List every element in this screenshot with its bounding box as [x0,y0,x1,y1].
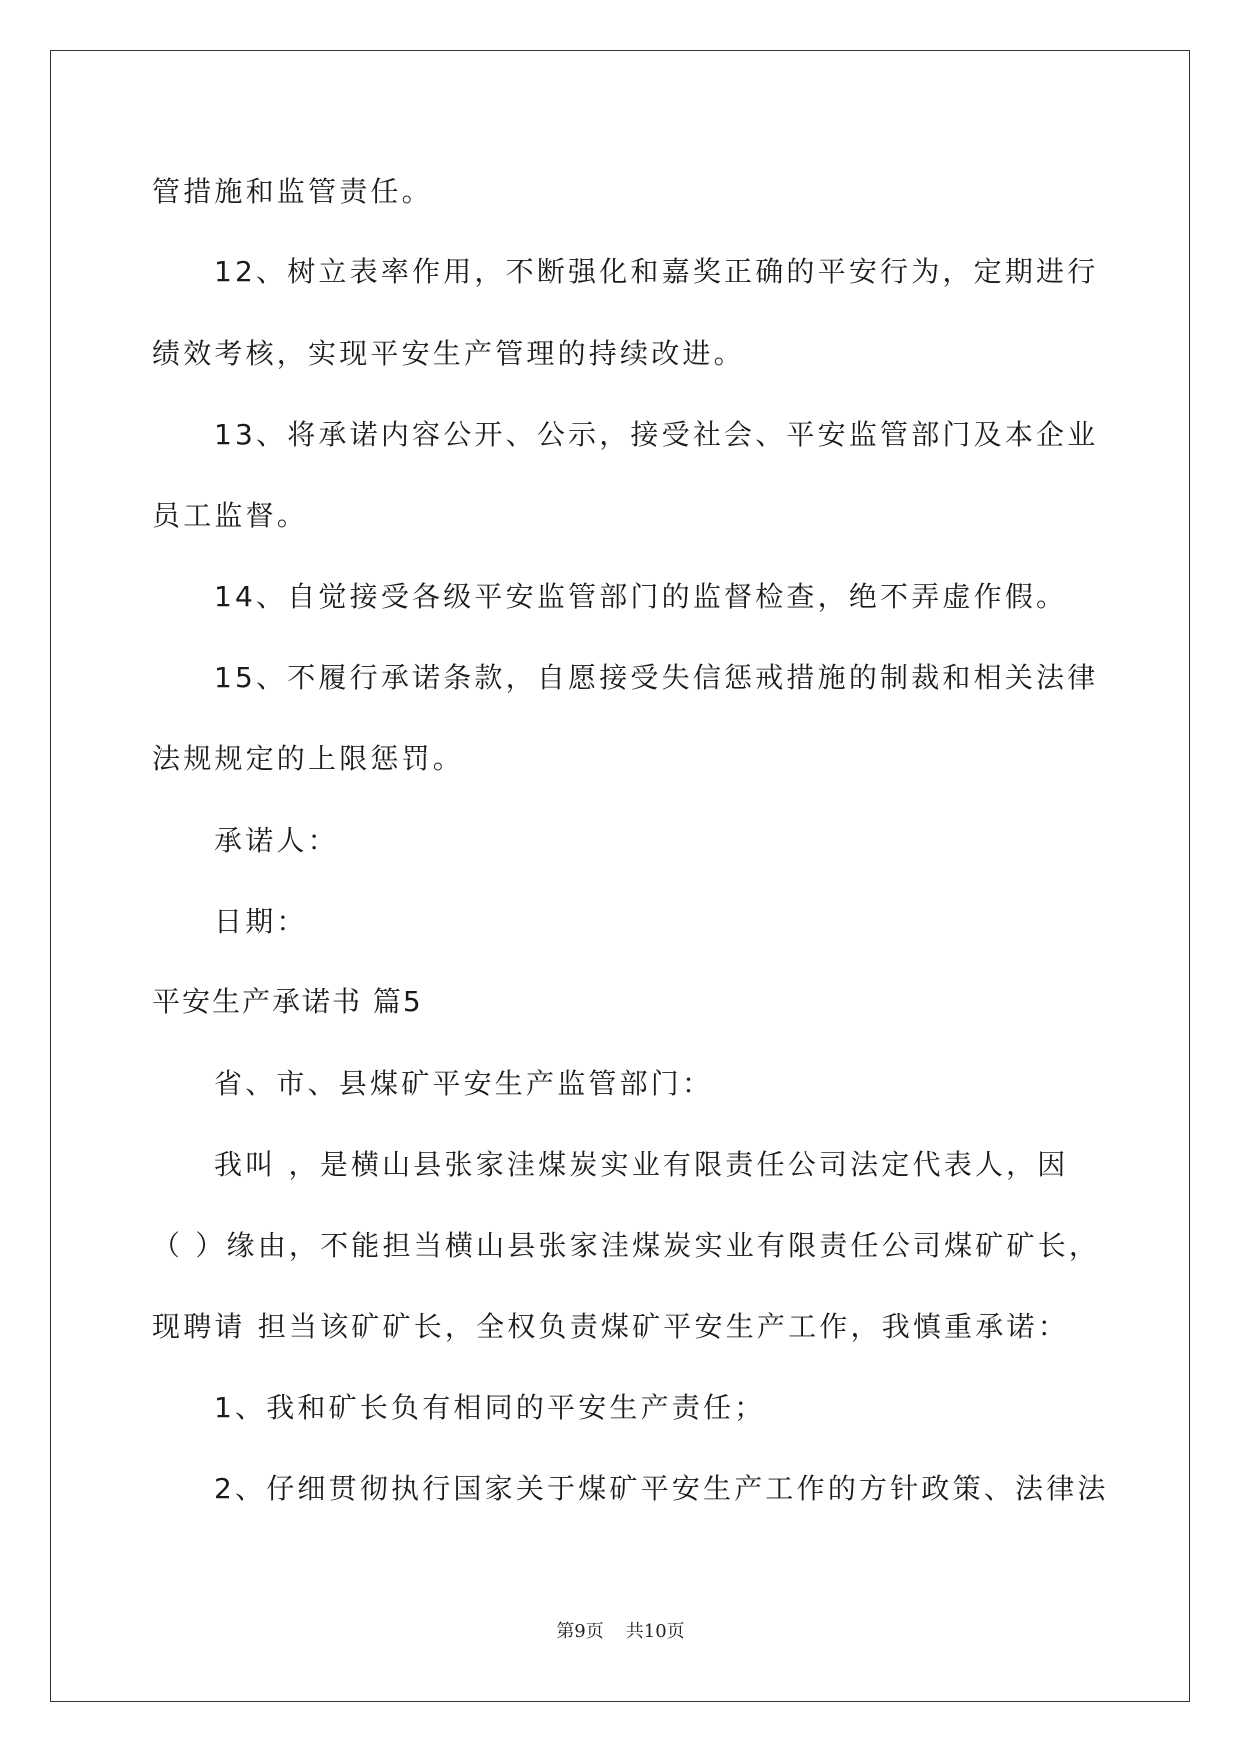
text-line: 我叫 ，是横山县张家洼煤炭实业有限责任公司法定代表人，因 [214,1148,1069,1181]
text-line: 绩效考核，实现平安生产管理的持续改进。 [152,337,745,370]
page-total: 共10页 [625,1621,685,1642]
text-line: 现聘请 担当该矿矿长，全权负责煤矿平安生产工作，我慎重承诺： [152,1310,1069,1343]
text-line: 员工监督。 [152,499,309,532]
signatory-label: 承诺人： [214,824,339,857]
text-line: 2、仔细贯彻执行国家关于煤矿平安生产工作的方针政策、法律法 [214,1472,1109,1505]
page-footer [0,1620,1241,1644]
text-line: 13、将承诺内容公开、公示，接受社会、平安监管部门及本企业 [214,418,1099,451]
text-line: 12、树立表率作用，不断强化和嘉奖正确的平安行为，定期进行 [214,255,1099,288]
section-heading: 平安生产承诺书 篇5 [152,985,423,1018]
text-line: 法规规定的上限惩罚。 [152,742,465,775]
text-line: 1、我和矿长负有相同的平安生产责任； [214,1391,766,1424]
text-line: 14、自觉接受各级平安监管部门的监督检查，绝不弄虚作假。 [214,580,1068,613]
date-label: 日期： [214,905,308,938]
text-line: 15、不履行承诺条款，自愿接受失信惩戒措施的制裁和相关法律 [214,661,1099,694]
text-line: （ ）缘由，不能担当横山县张家洼煤炭实业有限责任公司煤矿矿长， [152,1229,1101,1262]
page-border [50,50,1190,1702]
salutation: 省、市、县煤矿平安生产监管部门： [214,1067,714,1100]
text-line: 管措施和监管责任。 [152,175,433,208]
page-number: 第9页 [556,1621,604,1642]
